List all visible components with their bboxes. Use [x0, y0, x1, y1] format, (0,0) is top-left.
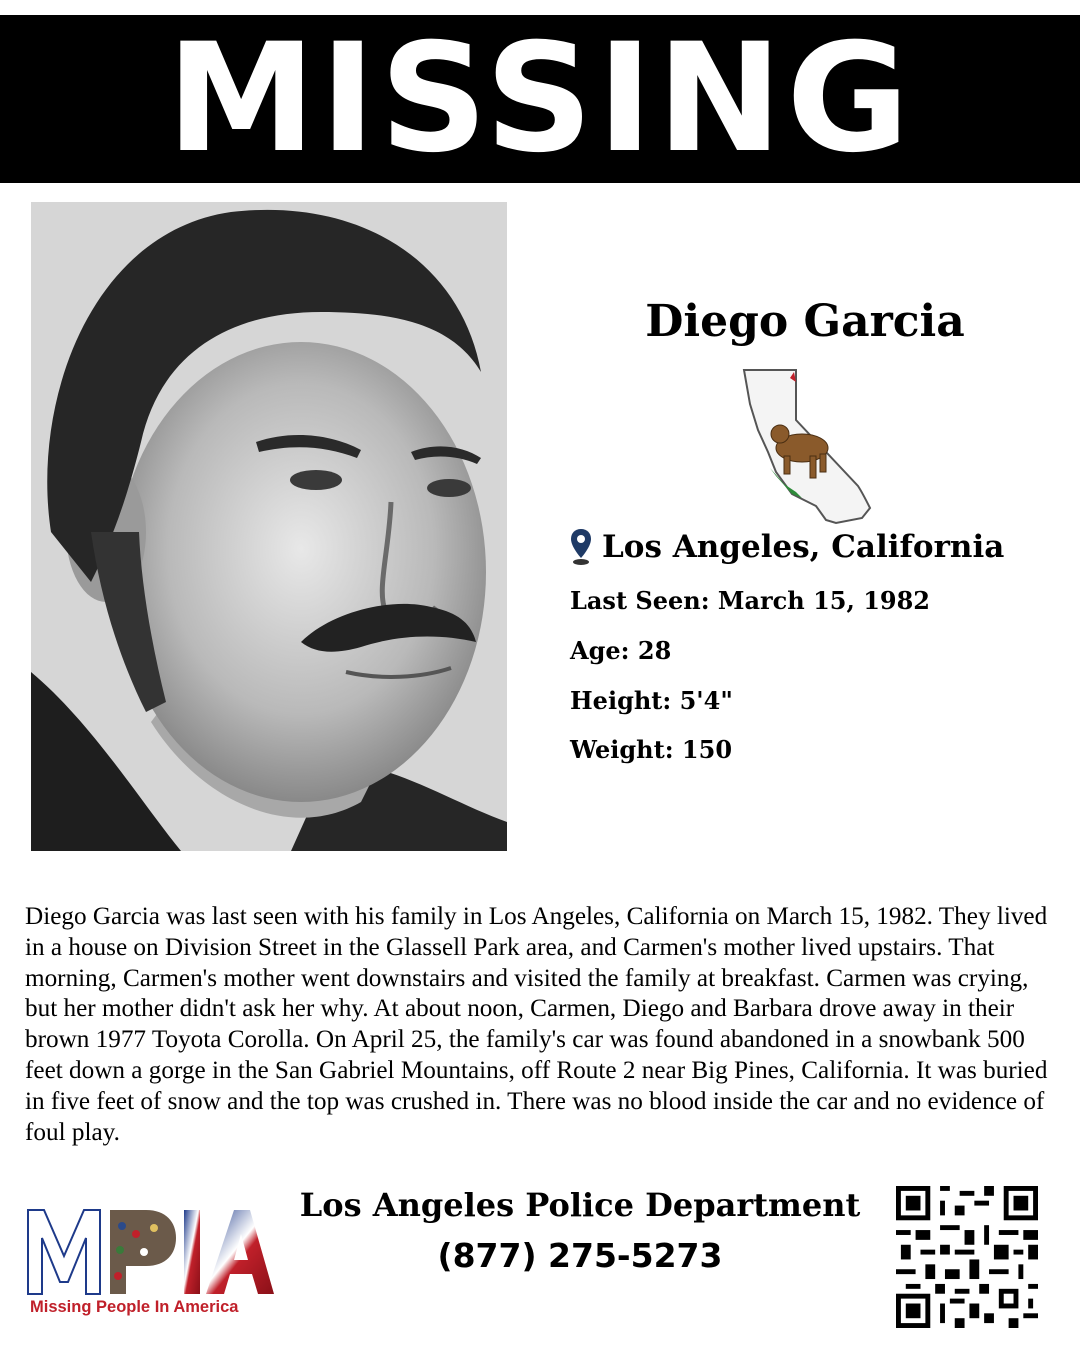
person-name: Diego Garcia	[645, 296, 965, 347]
qr-code-icon	[896, 1186, 1038, 1328]
case-description: Diego Garcia was last seen with his family in Los Angeles, California on March 15, 1982. They lived in a house on Division Street in the Glassell Park area, and Carmen's mother lived upstairs. That morning, Carmen's mother went downstairs and visited the family at breakfast. Carmen was crying, but her mother didn't ask her why. At about noon, Carmen, Diego and Barbara drove away in their brown 1977 Toyota Corolla. On April 25, the family's car was found abandoned in a snowbank 500 feet down a gorge in the San Gabriel Mountains, off Route 2 near Big Pines, California. It was buried in five feet of snow and the top was crushed in. There was no blood inside the car and no evidence of foul play.	[25, 903, 1048, 1146]
mpia-caption: Missing People In America	[30, 1298, 239, 1316]
location-row	[570, 524, 1004, 570]
location-text: Los Angeles, California	[602, 529, 1005, 565]
age-text: Age: 28	[570, 636, 672, 665]
mpia-logo	[26, 1206, 276, 1326]
weight-text: Weight: 150	[570, 735, 733, 764]
last-seen-text: Last Seen: March 15, 1982	[570, 586, 930, 615]
california-flag-map-icon	[740, 368, 880, 528]
missing-banner	[0, 12, 1080, 186]
banner-title: MISSING	[166, 12, 914, 186]
mpia-logo-graphic	[26, 1206, 274, 1296]
height-text: Height: 5'4"	[570, 686, 733, 715]
person-photo	[31, 202, 507, 851]
agency-name: Los Angeles Police Department	[299, 1186, 861, 1224]
agency-phone: (877) 275-5273	[437, 1236, 723, 1275]
map-pin-icon	[570, 528, 592, 566]
